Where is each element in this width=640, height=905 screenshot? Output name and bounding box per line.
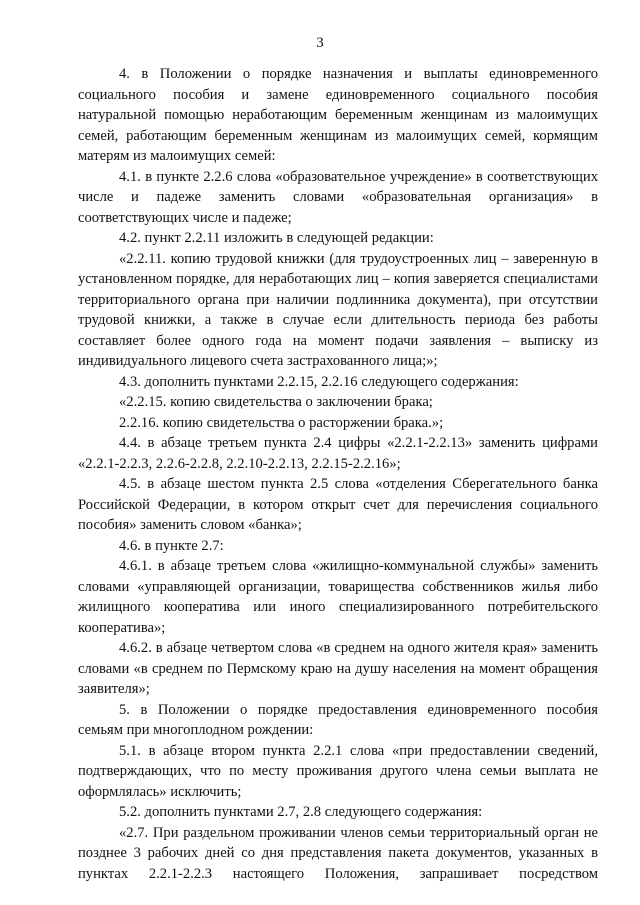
paragraph-4-3: 4.3. дополнить пунктами 2.2.15, 2.2.16 следующего содержания: (119, 373, 519, 390)
paragraph-4: 4. в Положении о порядке назначения и выплаты единовременного социального пособия и замене единовременного социального пособия натуральной помощью неработающим беременным женщинам из малоимущих семей, работающим беременным женщинам из малоимущих семей, кормящим матерям из малоимущих семей: (78, 66, 598, 164)
page-number: 3 (316, 35, 324, 51)
paragraph-4-2: 4.2. пункт 2.2.11 изложить в следующей редакции: (119, 230, 434, 246)
document-body (78, 64, 598, 884)
paragraph-5: 5. в Положении о порядке предоставления единовременного пособия семьям при многоплодном рождении: (78, 701, 598, 738)
paragraph-2-7: «2.7. При раздельном проживании членов семьи территориальный орган не позднее 3 рабочих дней со дня представления пакета документов, указанных в пунктах 2.2.1-2.2.3 настоящего Положения, запрашивает посредством (78, 824, 598, 882)
paragraph-2-2-16: 2.2.16. копию свидетельства о расторжении брака.»; (119, 414, 444, 431)
paragraph-4-6-2: 4.6.2. в абзаце четвертом слова «в среднем на одного жителя края» заменить словами «в среднем по Пермскому краю на душу населения на момент обращения заявителя»; (78, 640, 598, 697)
paragraph-5-2: 5.2. дополнить пунктами 2.7, 2.8 следующего содержания: (119, 804, 483, 820)
paragraph-4-6-1: 4.6.1. в абзаце третьем слова «жилищно-коммунальной службы» заменить словами «управляющей организации, товарищества собственников жилья либо жилищного кооператива или иного специализированного потребительского кооператива»; (78, 558, 598, 636)
paragraph-4-1: 4.1. в пункте 2.2.6 слова «образовательное учреждение» в соответствующих числе и падеже заменить словами «образовательная организация» в соответствующих числе и падеже; (78, 168, 598, 226)
paragraph-5-1: 5.1. в абзаце втором пункта 2.2.1 слова «при предоставлении сведений, подтверждающих, что по месту проживания другого члена семьи выплата не оформлялась» исключить; (78, 742, 598, 800)
paragraph-2-2-15: «2.2.15. копию свидетельства о заключении брака; (119, 394, 433, 410)
paragraph-4-4: 4.4. в абзаце третьем пункта 2.4 цифры «2.2.1-2.2.13» заменить цифрами «2.2.1-2.2.3, 2.2.6-2.2.8, 2.2.10-2.2.13, 2.2.15-2.2.16»; (78, 435, 598, 472)
paragraph-2-2-11: «2.2.11. копию трудовой книжки (для трудоустроенных лиц – заверенную в установленном порядке, для неработающих лиц – копия заверяется специалистами территориального органа при наличии подлинника документа), при отсутствии трудовой книжки, а также в случае если длительность периода без работы составляет более одного года на момент подачи заявления – выписку из индивидуального лицевого счета застрахованного лица;»; (78, 250, 598, 369)
paragraph-4-5: 4.5. в абзаце шестом пункта 2.5 слова «отделения Сберегательного банка Российской Федерации, в котором открыт счет для перечисления социального пособия» заменить словом «банка»; (78, 476, 598, 533)
paragraph-4-6: 4.6. в пункте 2.7: (119, 537, 224, 554)
